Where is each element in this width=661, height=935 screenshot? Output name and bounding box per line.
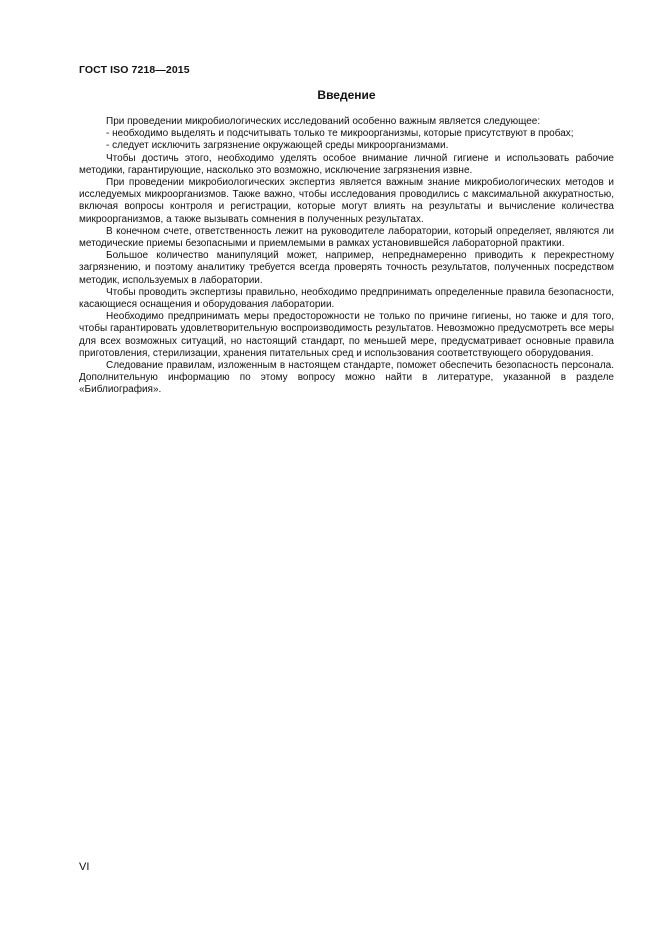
paragraph-requirement-1: - необходимо выделять и подсчитывать только те микроорганизмы, которые присутствуют в пробах; [106, 128, 574, 140]
document-header-code: ГОСТ ISO 7218—2015 [79, 64, 190, 76]
introduction-body [79, 116, 614, 397]
section-title: Введение [317, 88, 376, 102]
paragraph-responsibility: В конечном счете, ответственность лежит на руководителе лаборатории, который определяет, являются ли методические приемы безопасными и приемлемыми в рамках установившейся лабораторной практики. [79, 225, 614, 250]
paragraph-intro: При проведении микробиологических исследований особенно важным является следующее: [106, 116, 541, 127]
paragraph-bibliography: Следование правилам, изложенным в настоящем стандарте, поможет обеспечить безопасность персонала. Дополнительную информацию по этому вопросу можно найти в литературе, указанной в разделе «Библиография». [79, 360, 614, 396]
page-number: VI [79, 861, 90, 873]
paragraph-safety-rules: Чтобы проводить экспертизы правильно, необходимо предпринимать определенные правила безопасности, касающиеся оснащения и оборудования лаборатории. [79, 286, 614, 311]
paragraph-knowledge: При проведении микробиологических экспертиз является важным знание микробиологических методов и исследуемых микроорганизмов. Также важно, чтобы исследования проводились с максимальной аккуратностью, включая вопросы контроля и регистрации, которые могут влиять на результаты и вычисление количества микроорганизмов, а также вызывать сомнения в полученных результатах. [79, 177, 614, 225]
paragraph-precautions: Необходимо предпринимать меры предосторожности не только по причине гигиены, но также и для того, чтобы гарантировать удовлетворительную воспроизводимость результатов. Невозможно предусмотреть все меры для всех возможных ситуаций, но настоящий стандарт, по меньшей мере, предусматривает основные правила приготовления, стерилизации, хранения питательных сред и использования соответствующего оборудования. [79, 311, 614, 359]
paragraph-requirement-2: - следует исключить загрязнение окружающей среды микроорганизмами. [106, 140, 449, 152]
paragraph-cross-contamination: Большое количество манипуляций может, например, непреднамеренно приводить к перекрестному загрязнению, и поэтому аналитику требуется всегда проверять точность результатов, полученных посредством методик, используемых в лаборатории. [79, 250, 614, 286]
paragraph-hygiene: Чтобы достичь этого, необходимо уделять особое внимание личной гигиене и использовать рабочие методики, гарантирующие, насколько это возможно, исключение загрязнения извне. [79, 152, 614, 176]
